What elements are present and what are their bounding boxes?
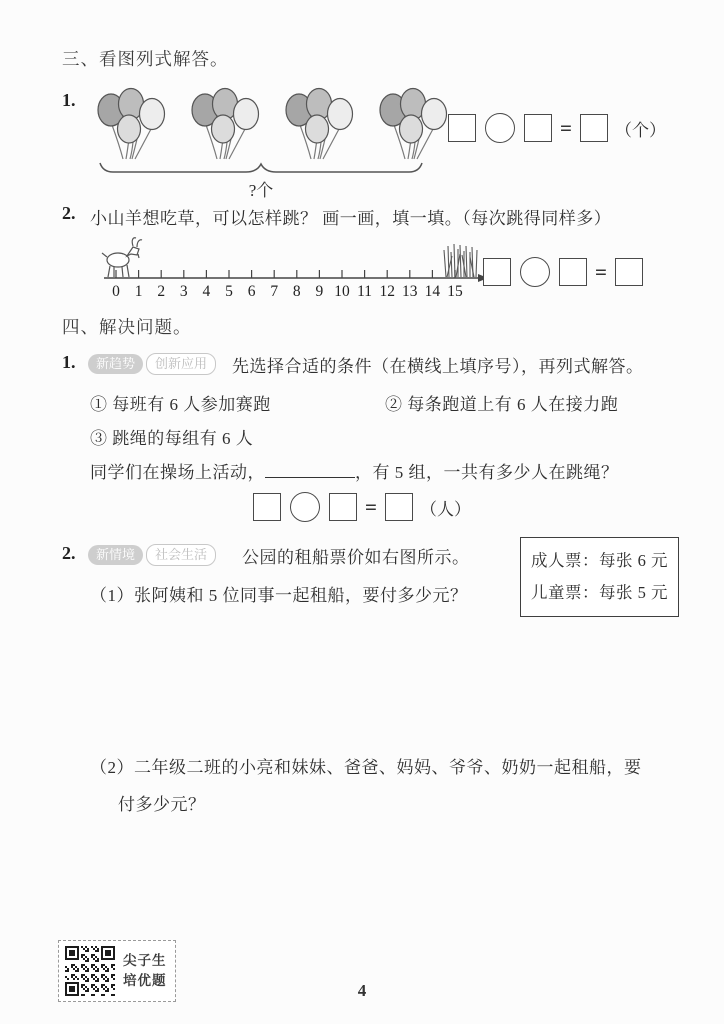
s4-q1-operator-circle[interactable] — [290, 492, 320, 522]
badge-new-context: 新情境 — [88, 545, 143, 565]
s3-q2-result-box[interactable] — [615, 258, 643, 286]
svg-text:12: 12 — [379, 283, 395, 300]
s4-q1-result-box[interactable] — [385, 493, 413, 521]
s4-q1-equation-box-2[interactable] — [329, 493, 357, 521]
s4-q1-option-1: ① 每班有 6 人参加赛跑 — [90, 395, 271, 414]
s4-q2-number: 2. — [62, 543, 76, 563]
svg-text:1: 1 — [134, 283, 143, 300]
s4-q1-option-2: ② 每条跑道上有 6 人在接力跑 — [385, 395, 619, 414]
badge-social-life: 社会生活 — [146, 544, 216, 566]
badge-innovation: 创新应用 — [146, 353, 216, 375]
svg-text:13: 13 — [402, 283, 418, 300]
s4-q2-part2-line2: 付多少元？ — [118, 795, 206, 814]
s4-q1-badges — [88, 353, 216, 375]
s4-q1-intro: 先选择合适的条件（在横线上填序号），再列式解答。 — [232, 357, 644, 376]
brace-question-label: ?个 — [248, 181, 274, 200]
s4-q1-option-3: ③ 跳绳的每组有 6 人 — [90, 429, 254, 448]
s3-q2-equals-sign: = — [595, 259, 607, 284]
svg-text:3: 3 — [179, 283, 188, 300]
svg-text:15: 15 — [447, 283, 463, 300]
balloon-groups — [90, 86, 450, 162]
s3-q1-equation-unit: （个） — [614, 120, 666, 140]
svg-text:6: 6 — [247, 283, 256, 300]
svg-text:7: 7 — [270, 283, 279, 300]
svg-text:10: 10 — [334, 283, 350, 300]
balloon-bunch — [90, 86, 168, 162]
section-four-title: 四、解决问题。 — [62, 317, 192, 337]
s3-q1-equation-box-2[interactable] — [524, 114, 552, 142]
price-child: 儿童票：每张 5 元 — [531, 583, 668, 603]
s4-q1-fill-line — [90, 458, 619, 483]
svg-text:8: 8 — [292, 283, 301, 300]
svg-text:2: 2 — [157, 283, 166, 300]
svg-text:9: 9 — [315, 283, 324, 300]
s4-q1-equals-sign: = — [365, 494, 377, 519]
s3-q2-equation — [483, 257, 650, 287]
s3-q2-number: 2. — [62, 203, 76, 223]
s4-q1-fill-before: 同学们在操场上活动， — [90, 463, 265, 482]
s4-q2-part2-line1: （2）二年级二班的小亮和妹妹、爸爸、妈妈、爷爷、奶奶一起租船，要 — [90, 758, 642, 777]
svg-text:14: 14 — [424, 283, 441, 300]
s3-q2-operator-circle[interactable] — [520, 257, 550, 287]
balloon-bunch — [278, 86, 356, 162]
s3-q1-equation-box-1[interactable] — [448, 114, 476, 142]
s4-q1-answer-blank[interactable] — [265, 464, 355, 478]
s4-q1-equation — [253, 492, 471, 522]
svg-text:4: 4 — [202, 283, 211, 300]
qr-label-line2: 培优题 — [123, 973, 167, 988]
s3-q2-text: 小山羊想吃草，可以怎样跳？ 画一画，填一填。（每次跳得同样多） — [90, 209, 612, 228]
s4-q1-equation-unit: （人） — [419, 499, 471, 519]
page-number: 4 — [357, 981, 367, 1000]
balloon-bunch — [372, 86, 450, 162]
number-line — [100, 230, 490, 302]
s4-q1-number: 1. — [62, 352, 76, 372]
s4-q1-equation-box-1[interactable] — [253, 493, 281, 521]
s4-q2-badges — [88, 544, 216, 566]
s4-q2-part1: （1）张阿姨和 5 位同事一起租船，要付多少元？ — [90, 586, 468, 605]
s4-q2-intro: 公园的租船票价如右图所示。 — [242, 548, 470, 567]
qr-label-line1: 尖子生 — [123, 952, 167, 968]
s3-q1-result-box[interactable] — [580, 114, 608, 142]
badge-new-trend: 新趋势 — [88, 354, 143, 374]
brace-under-balloons — [96, 161, 426, 175]
section-three-title: 三、看图列式解答。 — [62, 49, 229, 69]
s3-q2-equation-box-2[interactable] — [559, 258, 587, 286]
s4-q1-fill-after: ，有 5 组，一共有多少人在跳绳？ — [355, 463, 619, 482]
s3-q2-equation-box-1[interactable] — [483, 258, 511, 286]
s3-q1-operator-circle[interactable] — [485, 113, 515, 143]
boat-price-sign — [520, 537, 679, 617]
s3-q1-number: 1. — [62, 90, 76, 110]
grass-icon — [444, 244, 477, 277]
s3-q1-equals-sign: = — [560, 115, 572, 140]
price-adult: 成人票：每张 6 元 — [531, 551, 668, 570]
balloon-bunch — [184, 86, 262, 162]
s3-q1-equation — [448, 113, 666, 143]
svg-text:5: 5 — [225, 283, 233, 300]
goat-icon — [102, 238, 142, 277]
svg-text:11: 11 — [357, 283, 373, 300]
svg-text:0: 0 — [112, 283, 120, 300]
